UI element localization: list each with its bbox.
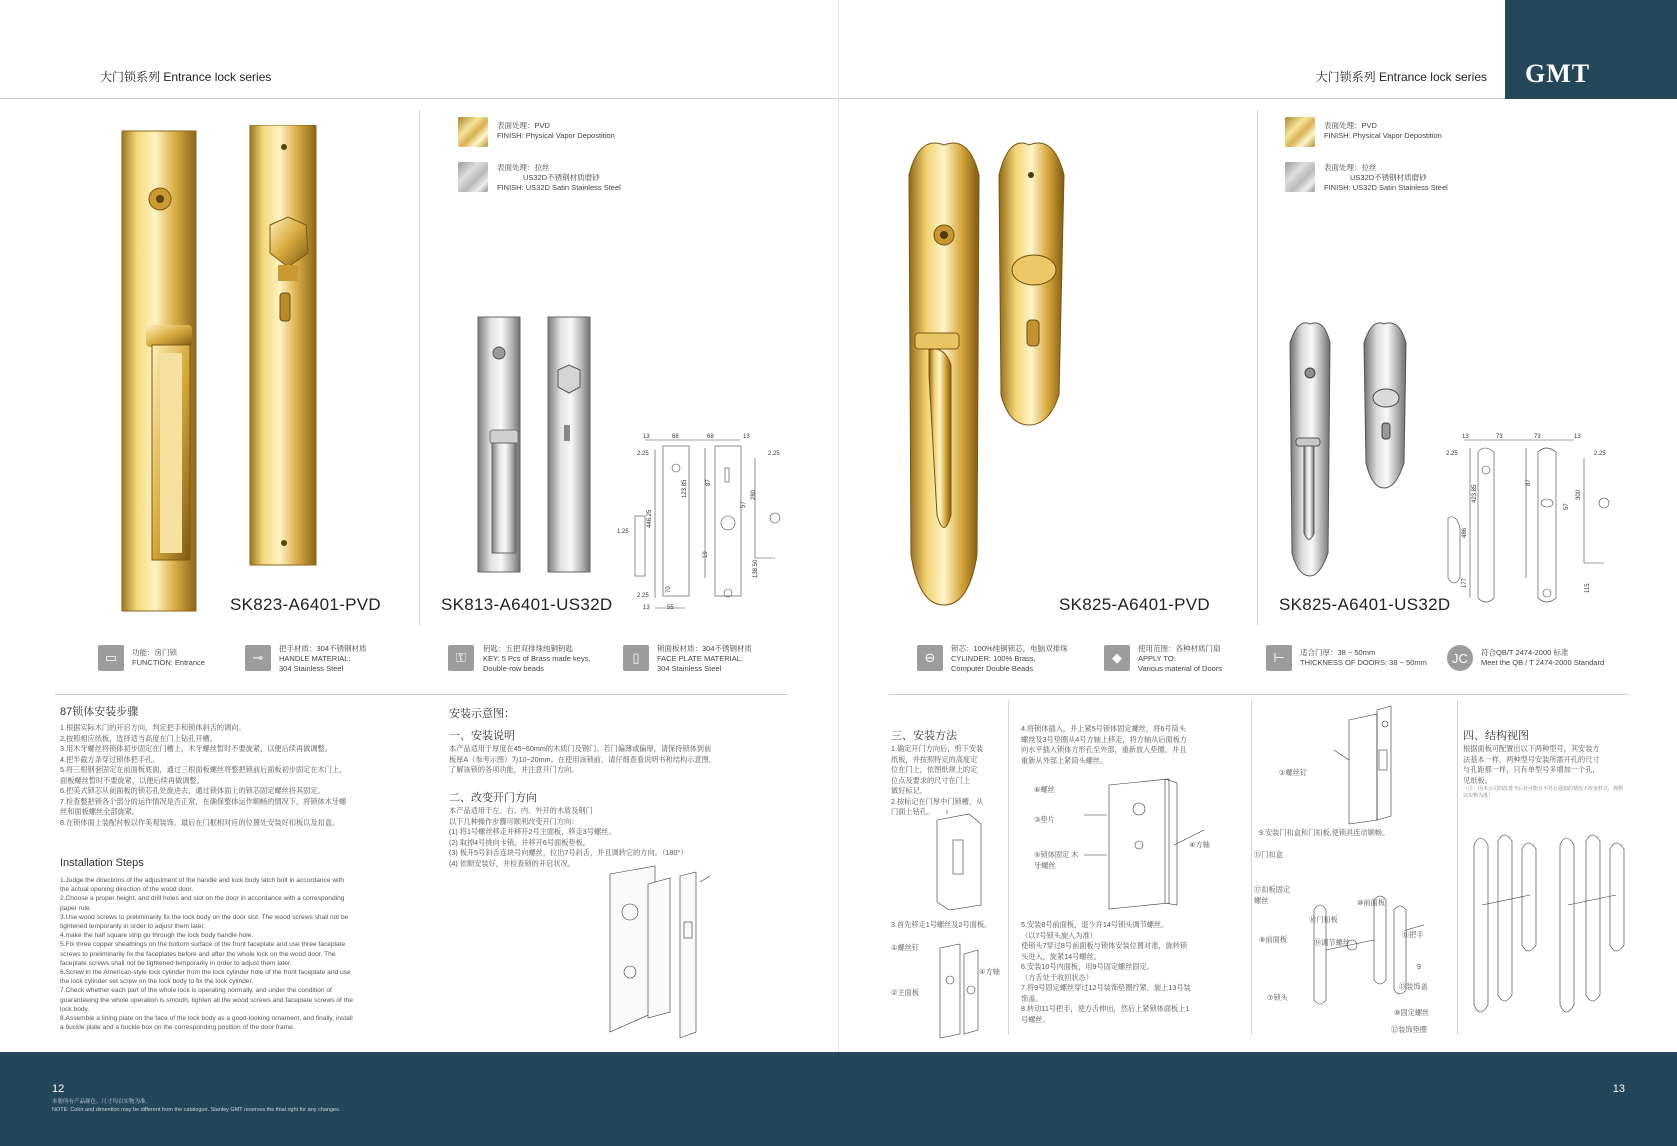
- dim-label: 87: [706, 479, 712, 486]
- list-item: the actual opening direction of the wood door.: [60, 886, 194, 894]
- spec-function: 功能：房门锁 FUNCTION: Entrance: [132, 648, 205, 667]
- column-divider: [1251, 700, 1252, 1035]
- right-page: [839, 0, 1677, 1146]
- callout-washer: ③垫片: [1034, 815, 1055, 824]
- faceplate-removal-diagram: [934, 940, 989, 1040]
- diagram-title: 安装示意图：: [449, 708, 515, 720]
- finish-text-pvd: 表面处理：PVD FINISH: Physical Vapor Depostition: [1324, 121, 1442, 140]
- list-item: 8.Assemble a lining plate on the face of the lock body as a good-looking ornament, and finally, install: [60, 1015, 353, 1023]
- model-label: SK825-A6401-US32D: [1279, 595, 1451, 614]
- section-change-direction: 本产品适用于左、右、内、外开的木质及钢门 以下几种操作步骤可顺利改变开门方向： (1) 将1号螺丝移走并移开2号主面板，移走3号螺丝。 (2) 取掉4号挑向卡销，并移开6号面板垫板。 (3) 板开5号斜舌连块号向螺丝，拉出7号斜舌，并且调转它的方向。（180°） (4) 依顺安装好，并检查锁的开启状况。: [449, 806, 688, 868]
- section-rule: [889, 694, 1629, 695]
- step-5-8-text: 5.安装8号前面板，退少许14号锁头调节螺丝。 （以7号锁头旋入为准） 使锁头7穿过8号前面板与锁体安装位置对准，旋转锁 头进入，旋紧14号螺丝。 6.安装10号内面板，用9号固定螺丝固定。 （方舌处于收回状态） 7.将9号固定螺丝穿过12号装饰垫圈拧紧，旋上13号装 饰盖。 8.转动11号把手，使方舌伸出，然后上紧锁体面板上1 号螺丝。: [1021, 920, 1191, 1024]
- dim-label: 423.85: [1472, 484, 1478, 503]
- list-item: 1.Judge the directions of the adjustment of the handle and lock body latch bolt in accordance with: [60, 877, 345, 884]
- finish-swatch-pvd: [458, 117, 488, 147]
- page-number-left: 12: [52, 1083, 65, 1095]
- list-item: 2.按照相应纸板，选择适当高度在门上钻孔开槽。: [60, 733, 217, 743]
- callout-strike-screw: ⑰扣板固定 螺丝: [1254, 885, 1290, 905]
- install-steps-list: [60, 723, 420, 828]
- list-item: paper rule.: [60, 904, 92, 912]
- exploded-assembly-diagram: [1294, 890, 1434, 1035]
- dim-label: 73: [1534, 434, 1541, 440]
- section-change-direction-title: 二、改变开门方向: [449, 792, 537, 804]
- section-structure: 根据面板可配置出以下两种型号，其安装方 法基本一样，两种型号安装所需开孔的尺寸 与孔距都一样，只有单型号多增加一个孔， 见纸板。 （注：因本公司的改善今后有可能在不另行通知的情况下改变样式，规格以实物为准）: [1463, 744, 1624, 799]
- dim-label: 123.85: [682, 479, 688, 498]
- install-steps-en-title: Installation Steps: [60, 857, 144, 869]
- list-item: 1.根据实际木门的开启方向，判定把手和锁体斜舌的调向。: [60, 723, 246, 732]
- spec-standard: 符合QB/T 2474-2000 标准 Meet the QB / T 2474-2000 Standard: [1481, 648, 1605, 667]
- dimension-drawing-sk825: [1434, 428, 1634, 613]
- dim-label: 2.25: [637, 451, 649, 457]
- finish-swatch-pvd: [1285, 117, 1315, 147]
- finish-swatch-us32d: [1285, 162, 1315, 192]
- callout-spindle-4: ④方轴: [1189, 840, 1210, 849]
- strike-plate-diagram: [1329, 700, 1419, 825]
- dim-label: 68: [672, 434, 679, 440]
- dim-label: 446.25: [647, 509, 653, 528]
- callout-decor-washer: ⑫装饰垫圈: [1391, 1025, 1427, 1034]
- install-steps-en-list: [60, 876, 410, 1032]
- dim-label: 177: [1462, 577, 1468, 588]
- footer-note-en: NOTE: Color and dimention may be different from the catalogue. Stanley GMT reserves the final right for any changes.: [52, 1107, 341, 1113]
- list-item: the lock cylinder set screw on the lock body to fix the lock cylinder.: [60, 978, 254, 986]
- list-item: 3.Use wood screws to preliminarily fix the lock body on the door slot. The wood screws shall not be: [60, 913, 349, 921]
- list-item: 6.Screw in the American-style lock cylinder from the lock cylinder hole of the front faceplate and use: [60, 969, 351, 977]
- footer-band: [0, 1052, 1677, 1146]
- finish-text-us32d: 表面处理：拉丝 US32D不锈钢材质磨砂 FINISH: US32D Satin Stainless Steel: [1324, 163, 1448, 192]
- section-install-notes: 本产品适用于厚度在45~60mm的木质门及钢门。若门偏薄或偏厚，请保持锁体到前 板厚A（参考示图）为10~20mm。在使用该锁前，请仔细查看说明书和结构示意图， 了解该锁的各项功能，并注意开门方向。: [449, 744, 716, 774]
- dim-label: 13: [643, 434, 650, 440]
- dim-label: 68: [707, 434, 714, 440]
- callout-front-plate-10: ⑩前面板: [1357, 898, 1386, 907]
- section-structure-title: 四、结构视图: [1463, 730, 1529, 742]
- callout-fix-screw: ⑨固定螺丝: [1394, 1008, 1430, 1017]
- column-divider: [419, 110, 420, 625]
- callout-handle: ⑪把手: [1402, 930, 1424, 939]
- list-item: 5.Fix three copper sheathings on the bottom surface of the front faceplate and use three faceplate: [60, 941, 346, 949]
- diamond-icon: ◆: [1104, 645, 1130, 671]
- list-item: lock body.: [60, 1005, 90, 1013]
- list-item: 丝和面板螺丝全部旋紧。: [60, 807, 140, 816]
- door-drill-diagram: [929, 810, 989, 910]
- cylinder-icon: ⊖: [917, 645, 943, 671]
- install-steps-title: 87锁体安装步骤: [60, 706, 139, 718]
- list-item: screws to preliminarily fix the faceplates before and after the whole lock on the wood door. The: [60, 950, 336, 958]
- list-item: a buckle plate and a buckle box on the corresponding position of the door frame.: [60, 1024, 295, 1032]
- finish-swatch-us32d: [458, 162, 488, 192]
- standard-icon: JC: [1447, 645, 1473, 671]
- spec-handle-material: 把手材质：304不锈钢材质 HANDLE MATERIAL: 304 Stainless Steel: [279, 644, 367, 673]
- finish-text-pvd: 表面处理：PVD FINISH: Physical Vapor Depostition: [497, 121, 615, 140]
- dim-label: 2.25: [1446, 451, 1458, 457]
- list-item: 4.把半截方条穿过锁体把手孔。: [60, 754, 160, 764]
- spec-cylinder: 锁芯：100%纯铜锁芯，电脑双排珠 CYLINDER: 100% Brass, Computer Double Beads: [951, 644, 1068, 673]
- dim-label: 55: [667, 605, 674, 611]
- callout-lock-head: ⑦锁头: [1267, 993, 1288, 1002]
- callout-screw-6: ⑥螺丝: [1034, 785, 1055, 794]
- brand-logo: GMT: [1525, 59, 1591, 88]
- spec-key: 钥匙：五把双排珠纯铜钥匙 KEY: 5 Pcs of Brass made keys, Double-row beads: [483, 644, 591, 673]
- series-title: 大门锁系列 Entrance lock series: [1315, 70, 1487, 84]
- callout-9: 9: [1417, 962, 1421, 971]
- list-item: 3.用木牙螺丝将锁体初步固定在门槽上，木牙螺丝暂时不要旋紧，以便后续再做调整。: [60, 744, 332, 753]
- product-image-sk825-gold: [899, 135, 1079, 615]
- dim-label: 115: [1585, 583, 1591, 593]
- callout-decor-cap: ⑬装饰盖: [1399, 982, 1428, 991]
- section-rule: [55, 694, 788, 695]
- dimension-drawing-sk813: [615, 428, 800, 613]
- callout-front-plate-8: ⑧前面板: [1259, 935, 1288, 944]
- list-item: 2.Choose a proper height, and drill holes and slot on the door in accordance with a corresponding: [60, 895, 345, 903]
- door-icon: ▭: [98, 645, 124, 671]
- section-install-method-title: 三、安装方法: [891, 730, 957, 742]
- list-item: 5.将三根钢套固定在前面板底面，通过三根面板螺丝将整把锁前后面板初步固定在木门上，: [60, 765, 347, 774]
- dim-label: 73: [1496, 434, 1503, 440]
- dim-label: 57: [741, 501, 747, 508]
- step-9-text: 9.安装门扣盒和门扣板,使锁具连动顺畅。: [1259, 828, 1390, 837]
- header-rule: [0, 98, 838, 99]
- callout-strike-box: ⑮门扣盒: [1254, 850, 1283, 859]
- callout-screw: ①螺丝钉: [891, 943, 920, 952]
- dim-label: 70: [666, 586, 672, 593]
- series-title: 大门锁系列 Entrance lock series: [100, 70, 272, 84]
- callout-adjust-screw: ⑭调节螺丝: [1314, 938, 1350, 947]
- structure-view-diagram: [1464, 825, 1634, 1035]
- dim-label: 1.25: [617, 529, 629, 535]
- page-number-right: 13: [1612, 1083, 1625, 1095]
- key-icon: ⚿: [448, 645, 474, 671]
- model-label: SK823-A6401-PVD: [230, 595, 381, 614]
- exploded-lock-diagram: [600, 862, 720, 1042]
- section-install-notes-title: 一、安装说明: [449, 730, 515, 742]
- list-item: 6.把美式锁芯从前面板的锁芯孔处旋进去，通过锁体面上的锁芯固定螺丝将其固定。: [60, 786, 325, 795]
- dim-label: 57: [1564, 503, 1570, 510]
- column-divider: [1008, 700, 1009, 1035]
- dim-label: 486: [1462, 527, 1468, 538]
- dim-label: 280: [751, 489, 757, 500]
- lock-body-diagram: [1079, 775, 1209, 915]
- list-item: 7.Check whether each part of the whole lock is operating normally, and under the condition of: [60, 987, 332, 995]
- list-item: tightened temporarily in order to adjust them later.: [60, 923, 206, 931]
- section-install-method: 1.确定开门方向后，剪下安装 纸板，并按照特定的高度定 位在门上，依图纸规上的定 位点及要求的尺寸在门上 做好标记。 2.按标记在门厚中门锁槽，从 门面上钻孔。: [891, 744, 984, 816]
- left-page: [0, 0, 838, 1146]
- product-image-sk813: [470, 315, 610, 580]
- brand-header: [1505, 0, 1677, 99]
- spec-apply-to: 使用范围：各种材质门扇 APPLY TO: Various material of Doors: [1138, 644, 1223, 673]
- list-item: faceplate screws shall not be tightened temporarily in order to adjust them later.: [60, 959, 292, 967]
- dim-label: 13: [1462, 434, 1469, 440]
- list-item: 8.在锁体面上装配衬板以作美观装饰，最后在门框相对应的位置处安装好扣板以及扣盒。: [60, 817, 340, 827]
- product-image-sk823: [110, 125, 340, 615]
- footer-note-cn: 本册所有产品颜色、尺寸均以实物为准。: [52, 1099, 152, 1105]
- step-4-text: 4.将锁体插入，并上紧5号锁体固定螺丝，将6号筒头 螺丝及3号垫圈从4号方轴上移走，将方轴从后面板方 向水平插入锁体方形孔至外部，重新放入垫圈，并且 重新从外部上紧筒头螺丝。: [1021, 724, 1188, 765]
- column-divider: [1257, 110, 1258, 625]
- callout-spindle: ④方轴: [979, 967, 1000, 976]
- list-item: guaranteeing the whole operation is smooth, tighten all the wood screws and faceplate screws of the: [60, 996, 353, 1004]
- list-item: 面板螺丝暂时不要旋紧，以便后续再做调整。: [60, 775, 204, 785]
- dim-label: 2.25: [768, 451, 780, 457]
- spec-door-thickness: 适合门厚：38 ~ 50mm THICKNESS OF DOORS: 38 ~ 50mm: [1300, 648, 1427, 667]
- thickness-icon: ⊢: [1266, 645, 1292, 671]
- model-label: SK813-A6401-US32D: [441, 595, 613, 614]
- model-label: SK825-A6401-PVD: [1059, 595, 1210, 614]
- dim-label: 2.25: [637, 593, 649, 599]
- dim-label: 13: [743, 434, 750, 440]
- dim-label: 138.50: [753, 559, 759, 578]
- dim-label: 19: [703, 551, 709, 558]
- spec-faceplate-material: 锁面板材质：304不锈钢材质 FACE PLATE MATERIAL: 304 Stainless Steel: [657, 644, 753, 673]
- list-item: 7.检查整把锁各个部分的运作情况是否正常，在确保整体运作顺畅的情况下，将锁体木牙螺: [60, 796, 347, 806]
- faceplate-icon: ▯: [623, 645, 649, 671]
- finish-text-us32d: 表面处理：拉丝 US32D不锈钢材质磨砂 FINISH: US32D Satin Stainless Steel: [497, 163, 621, 192]
- column-divider: [1457, 700, 1458, 1035]
- callout-body-screw: ⑤锁体固定 木牙螺丝: [1034, 850, 1079, 870]
- dim-label: 87: [1526, 479, 1532, 486]
- dim-label: 2.25: [1594, 451, 1606, 457]
- dim-label: 300: [1576, 489, 1582, 500]
- callout-screw-1: ①螺丝钉: [1279, 768, 1308, 777]
- step-3-text: 3.首先移走1号螺丝及2号面板。: [891, 920, 992, 929]
- product-image-sk825-steel: [1284, 318, 1424, 580]
- dim-label: 13: [643, 605, 650, 611]
- callout-strike-plate: ⑯门扣板: [1309, 915, 1338, 924]
- dim-label: 13: [1574, 434, 1581, 440]
- handle-icon: ⊸: [245, 645, 271, 671]
- list-item: 4.make the half square strip go through the lock body handle hole.: [60, 932, 254, 940]
- callout-main-plate: ②主面板: [891, 988, 920, 997]
